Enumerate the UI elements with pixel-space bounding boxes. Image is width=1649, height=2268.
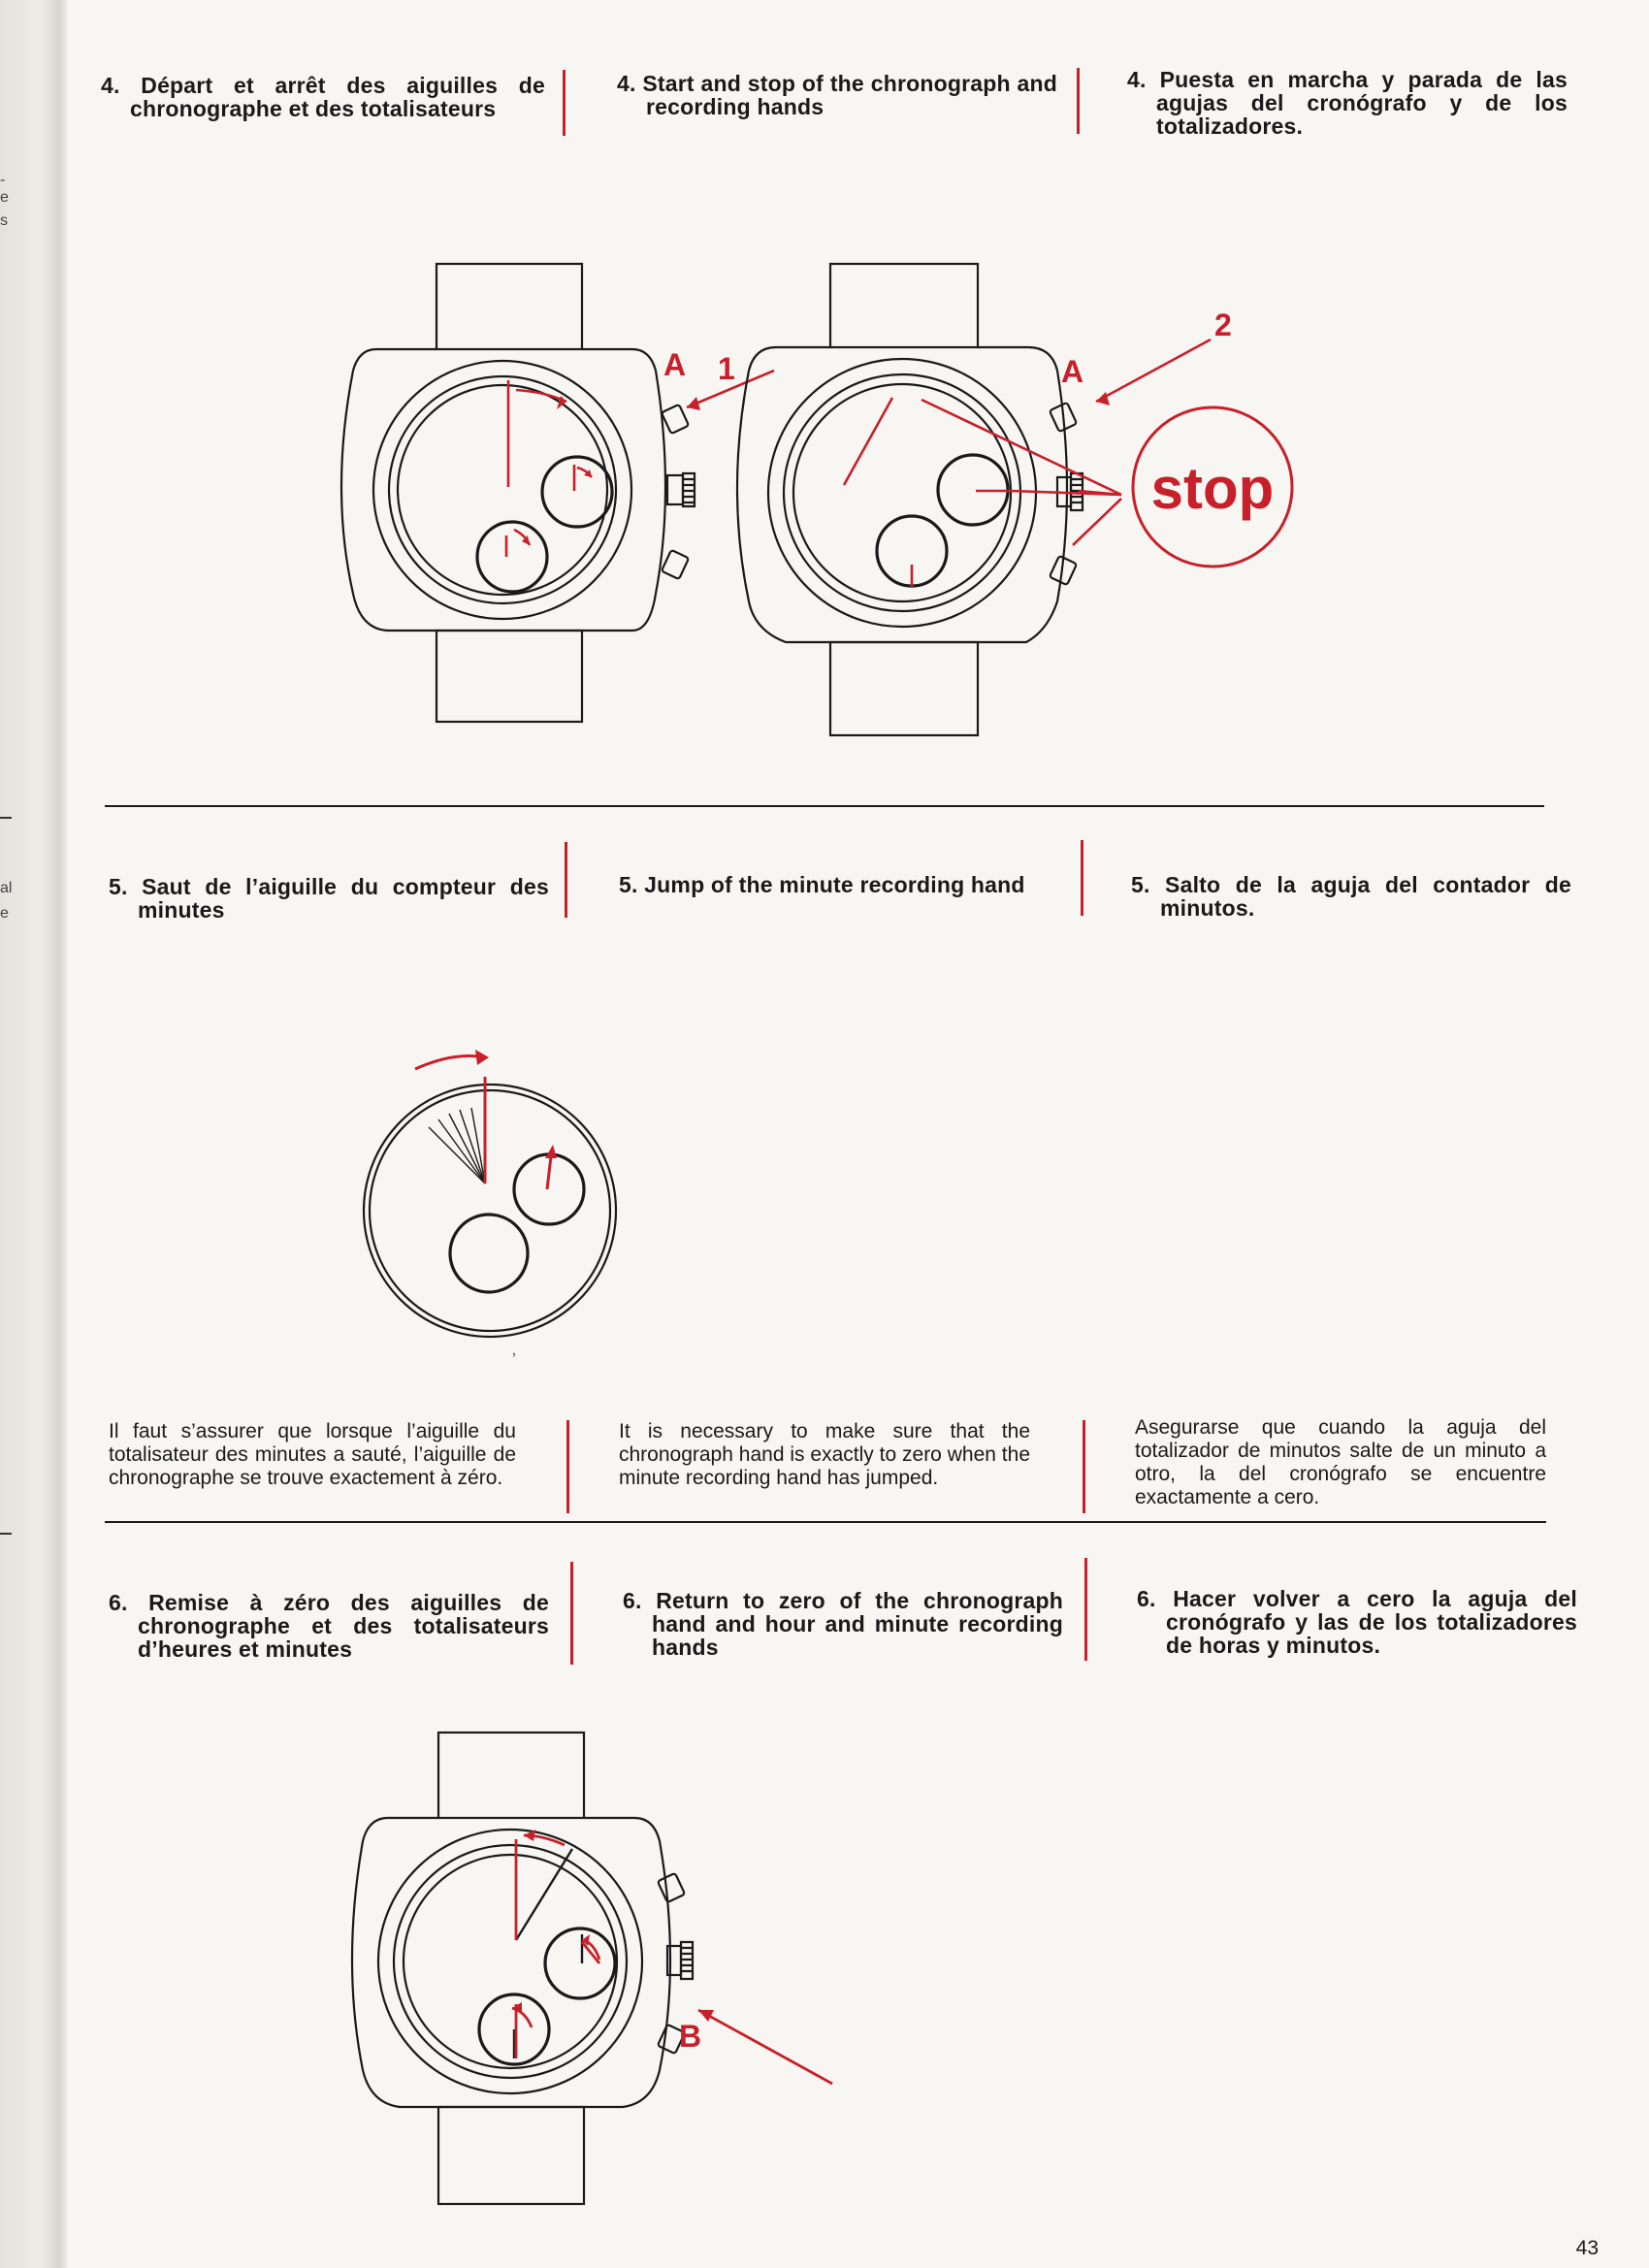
section-5-body-fr: Il faut s’assurer que lorsque l’aiguille du totalisateur des minutes a sauté, l’aiguille de chronographe se trouve exactement à zéro. bbox=[109, 1420, 516, 1489]
dial-detail-diagram bbox=[349, 1038, 630, 1348]
margin-fragment: - bbox=[0, 172, 6, 188]
column-divider bbox=[563, 70, 566, 136]
section-divider bbox=[105, 1521, 1546, 1523]
column-divider bbox=[565, 842, 567, 918]
section-6-heading-es: 6. Hacer volver a cero la aguja del cronógrafo y las de los totalizadores de horas y minutos. bbox=[1137, 1586, 1577, 1658]
pusher-label-b: B bbox=[679, 2019, 702, 2054]
section-5-heading-en: 5. Jump of the minute recording hand bbox=[619, 872, 1025, 897]
margin-tick bbox=[0, 817, 12, 819]
pusher-label-a: A bbox=[663, 347, 687, 382]
column-divider bbox=[1077, 68, 1080, 134]
stop-stamp: stop bbox=[1150, 456, 1275, 521]
column-divider bbox=[1084, 1558, 1087, 1661]
step-label: 1 bbox=[718, 351, 735, 386]
margin-tick bbox=[0, 1533, 12, 1535]
section-4-heading-es: 4. Puesta en marcha y parada de las agujas del cronógrafo y de los totalizadores. bbox=[1127, 67, 1568, 139]
section-4-heading-fr: 4. Départ et arrêt des aiguilles de chronographe et des totalisateurs bbox=[101, 73, 545, 121]
section-5-body-en: It is necessary to make sure that the chronograph hand is exactly to zero when the minute recording hand has jumped. bbox=[619, 1420, 1030, 1489]
section-5-heading-fr: 5. Saut de l’aiguille du compteur des minutes bbox=[109, 874, 549, 923]
paper-mark: ʼ bbox=[512, 1350, 516, 1370]
margin-fragment: e bbox=[0, 189, 9, 206]
section-6-heading-en: 6. Return to zero of the chronograph hand and hour and minute recording hands bbox=[623, 1588, 1063, 1660]
watch-diagram-reset bbox=[349, 1727, 854, 2212]
watch-diagram-stop bbox=[737, 254, 1319, 739]
section-5-body-es: Asegurarse que cuando la aguja del totalizador de minutos salte de un minuto a otro, la del cronógrafo se encuentre exactamente a cero. bbox=[1135, 1416, 1546, 1508]
margin-fragment: s bbox=[0, 212, 8, 229]
section-5-heading-es: 5. Salto de la aguja del contador de minutos. bbox=[1131, 872, 1571, 921]
section-4-heading-en: 4. Start and stop of the chronograph and recording hands bbox=[617, 71, 1057, 119]
column-divider bbox=[1081, 840, 1083, 916]
margin-fragment: e bbox=[0, 905, 9, 922]
step-label: 2 bbox=[1214, 308, 1232, 342]
pusher-label-a: A bbox=[1061, 354, 1084, 389]
section-divider bbox=[105, 805, 1544, 807]
column-divider bbox=[566, 1420, 569, 1513]
binding-margin bbox=[0, 0, 68, 2268]
section-6-heading-fr: 6. Remise à zéro des aiguilles de chronographe et des totalisateurs d’heures et minutes bbox=[109, 1590, 549, 1662]
page-number: 43 bbox=[1575, 2237, 1599, 2259]
column-divider bbox=[570, 1562, 573, 1665]
margin-fragment: al bbox=[0, 880, 13, 896]
column-divider bbox=[1083, 1420, 1085, 1513]
watch-diagram-start bbox=[330, 254, 776, 739]
